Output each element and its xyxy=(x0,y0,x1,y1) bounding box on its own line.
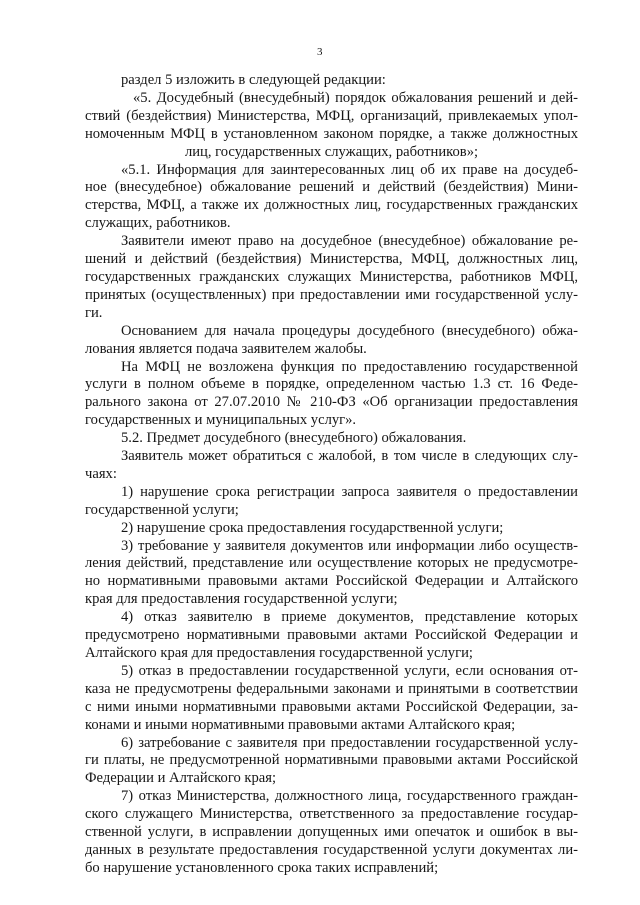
text-line: 7) отказ Министерства, должностного лица, государственного граждан- xyxy=(121,788,578,805)
text-line: конами и иными нормативными правовыми актами Алтайского края; xyxy=(85,716,516,733)
text-line: «5.1. Информация для заинтересованных лиц об их праве на досудеб- xyxy=(121,161,578,178)
document-body xyxy=(85,72,578,878)
text-line: номоченным МФЦ в установленном законом порядке, а также должностных xyxy=(85,125,578,142)
text-line: услуги в полном объеме в порядке, определенном частью 1.3 ст. 16 Феде- xyxy=(85,376,578,393)
text-line: бо нарушение установленного срока таких исправлений; xyxy=(85,859,439,876)
text-line: ное (внесудебное) обжалование решений и действий (бездействия) Мини- xyxy=(85,179,578,196)
text-line: 1) нарушение срока регистрации запроса заявителя о предоставлении xyxy=(121,483,578,500)
text-line: Основанием для начала процедуры досудебного (внесудебного) обжа- xyxy=(121,322,578,339)
text-line: государственной услуги; xyxy=(85,501,239,518)
text-line: ского служащего Министерства, ответственного за предоставление государ- xyxy=(85,806,578,823)
page-number: 3 xyxy=(317,46,323,58)
text-line: раздел 5 изложить в следующей редакции: xyxy=(121,72,386,88)
text-line: чаях: xyxy=(85,465,117,482)
text-line: края для предоставления государственной услуги; xyxy=(85,591,398,608)
text-line: ственной услуги, в исправлении допущенных ими опечаток и ошибок в вы- xyxy=(85,824,578,841)
text-line: «5. Досудебный (внесудебный) порядок обжалования решений и дей- xyxy=(133,89,578,106)
text-line: ги. xyxy=(85,304,103,321)
text-line: Заявитель может обратиться с жалобой, в том числе в следующих слу- xyxy=(121,448,578,465)
text-line: 4) отказ заявителю в приеме документов, представление которых xyxy=(121,609,578,626)
text-line: 2) нарушение срока предоставления государственной услуги; xyxy=(121,519,504,536)
text-line: шений и действий (бездействия) Министерства, МФЦ, должностных лиц, xyxy=(85,251,578,268)
text-line: ления действий, представление или осуществление которых не предусмотре- xyxy=(85,555,578,572)
text-line: На МФЦ не возложена функция по предоставлению государственной xyxy=(121,358,578,375)
text-line: предусмотрено нормативными правовыми актами Российской Федерации и xyxy=(85,627,578,644)
text-line: но нормативными правовыми актами Российской Федерации и Алтайского xyxy=(85,573,578,590)
text-line: данных в результате предоставления государственной услуги документах ли- xyxy=(85,841,578,858)
text-line: каза не предусмотрены федеральными законами и принятыми в соответствии xyxy=(85,680,578,697)
text-line: лиц, государственных служащих, работников»; xyxy=(184,143,479,160)
text-line: 6) затребование с заявителя при предоставлении государственной услу- xyxy=(121,734,578,751)
text-line: ствий (бездействия) Министерства, МФЦ, организаций, привлекаемых упол- xyxy=(85,107,578,124)
text-line: ги платы, не предусмотренной нормативными правовыми актами Российской xyxy=(85,752,578,769)
text-line: Федерации и Алтайского края; xyxy=(85,770,277,787)
text-line: 5.2. Предмет досудебного (внесудебного) обжалования. xyxy=(121,430,467,447)
text-line: государственных гражданских служащих Министерства, работников МФЦ, xyxy=(85,268,578,285)
text-line: Алтайского края для предоставления государственной услуги; xyxy=(85,645,473,661)
text-line: лования является подача заявителем жалобы. xyxy=(85,340,367,357)
text-line: стерства, МФЦ, а также их должностных лиц, государственных гражданских xyxy=(85,197,578,214)
text-line: служащих, работников. xyxy=(85,215,231,232)
text-line: 5) отказ в предоставлении государственной услуги, если основания от- xyxy=(121,662,578,679)
text-line: Заявители имеют право на досудебное (внесудебное) обжалование ре- xyxy=(121,233,578,250)
text-line: 3) требование у заявителя документов или информации либо осуществ- xyxy=(121,537,578,554)
text-line: рального закона от 27.07.2010 № 210-ФЗ «Об организации предоставления xyxy=(85,394,578,411)
text-line: государственных и муниципальных услуг». xyxy=(85,412,357,429)
text-line: с ними иными нормативными правовыми актами Российской Федерации, за- xyxy=(85,698,578,715)
text-line: принятых (осуществленных) при предоставлении ими государственной услу- xyxy=(85,286,578,303)
